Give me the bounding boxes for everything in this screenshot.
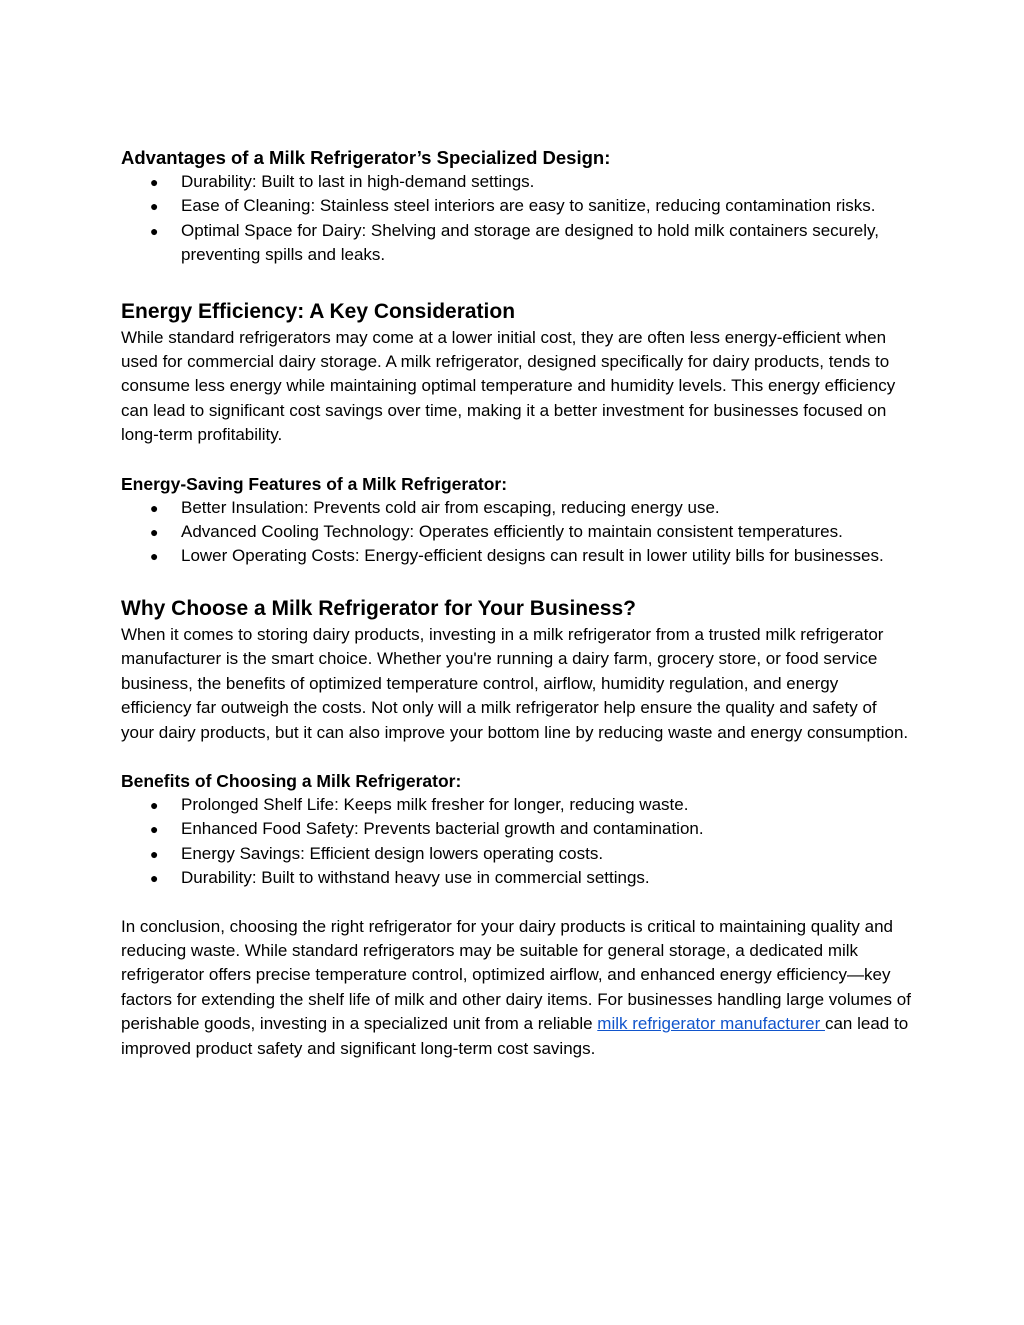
energy-features-list xyxy=(121,496,911,569)
benefits-list xyxy=(121,793,911,891)
list-item: ● Prolonged Shelf Life: Keeps milk fresher for longer, reducing waste. xyxy=(121,793,911,817)
bullet-icon: ● xyxy=(150,845,159,862)
document-body xyxy=(121,146,911,1061)
list-item: ● Durability: Built to last in high-demand settings. xyxy=(121,170,911,194)
benefits-heading: Benefits of Choosing a Milk Refrigerator: xyxy=(121,770,462,791)
energy-features-heading: Energy-Saving Features of a Milk Refrigerator: xyxy=(121,473,508,494)
list-item: ● Better Insulation: Prevents cold air from escaping, reducing energy use. xyxy=(121,496,911,520)
list-item: ● Optimal Space for Dairy: Shelving and storage are designed to hold milk containers securely, preventing spills and leaks. xyxy=(150,220,879,265)
conclusion-paragraph: In conclusion, choosing the right refrigerator for your dairy products is critical to maintaining quality and reducing waste. While standard refrigerators may be suitable for general storage, a dedicated milk refrigerator offers precise temperature control, optimized airflow, and enhanced energy efficiency—key factors for extending the shelf life of milk and other dairy items. For businesses handling large volumes of perishable goods, investing in a specialized unit from a reliable milk refrigerator manufacturer can lead to improved product safety and significant long-term cost savings. xyxy=(121,916,911,1058)
list-item: ● Ease of Cleaning: Stainless steel interiors are easy to sanitize, reducing contamination risks. xyxy=(121,194,911,218)
energy-heading: Energy Efficiency: A Key Consideration xyxy=(121,299,516,323)
advantages-heading: Advantages of a Milk Refrigerator’s Specialized Design: xyxy=(121,147,611,168)
bullet-icon: ● xyxy=(150,174,159,190)
bullet-icon: ● xyxy=(150,499,159,516)
list-item: ● Advanced Cooling Technology: Operates efficiently to maintain consistent temperatures. xyxy=(121,520,911,544)
bullet-icon: ● xyxy=(150,870,159,887)
bullet-icon: ● xyxy=(150,821,159,838)
list-item: ● Lower Operating Costs: Energy-efficient designs can result in lower utility bills for businesses. xyxy=(121,544,911,568)
bullet-icon: ● xyxy=(150,548,159,565)
manufacturer-link[interactable]: milk refrigerator manufacturer xyxy=(597,1014,825,1034)
energy-paragraph: While standard refrigerators may come at a lower initial cost, they are often less energy-efficient when used for commercial dairy storage. A milk refrigerator, designed specifically for dairy products, tends to consume less energy while maintaining optimal temperature and humidity levels. This energy efficiency can lead to significant cost savings over time, making it a better investment for businesses focused on long-term profitability. xyxy=(121,327,896,445)
list-item: ● Durability: Built to withstand heavy use in commercial settings. xyxy=(121,866,911,890)
bullet-icon: ● xyxy=(150,524,159,541)
bullet-icon: ● xyxy=(150,222,159,239)
advantages-list xyxy=(121,170,911,268)
why-heading: Why Choose a Milk Refrigerator for Your Business? xyxy=(121,596,636,620)
list-item: ● Energy Savings: Efficient design lowers operating costs. xyxy=(121,842,911,866)
why-paragraph: When it comes to storing dairy products, investing in a milk refrigerator from a trusted milk refrigerator manufacturer is the smart choice. Whether you're running a dairy farm, grocery store, or food service business, the benefits of optimized temperature control, airflow, humidity regulation, and energy efficiency far outweigh the costs. Not only will a milk refrigerator help ensure the quality and safety of your dairy products, but it can also improve your bottom line by reducing waste and energy consumption. xyxy=(121,624,909,742)
bullet-icon: ● xyxy=(150,796,159,813)
list-item: ● Enhanced Food Safety: Prevents bacterial growth and contamination. xyxy=(121,817,911,841)
bullet-icon: ● xyxy=(150,198,159,215)
